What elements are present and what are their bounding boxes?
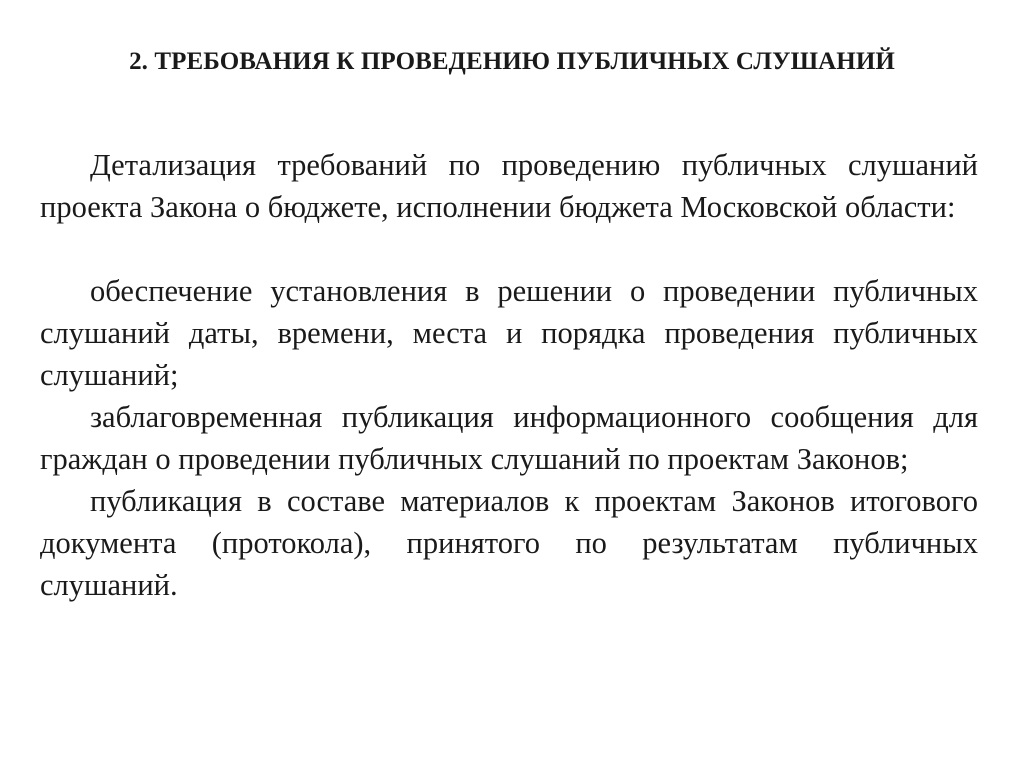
paragraph-gap (40, 228, 978, 270)
slide-title: 2. ТРЕБОВАНИЯ К ПРОВЕДЕНИЮ ПУБЛИЧНЫХ СЛУШАНИЙ (129, 48, 895, 75)
requirement-item-3: публикация в составе материалов к проектам Законов итогового документа (протокола), принятого по результатам публичных слушаний. (40, 484, 978, 602)
requirement-item-2: заблаговременная публикация информационного сообщения для граждан о проведении публичных слушаний по проектам Законов; (40, 400, 978, 476)
requirement-item-1: обеспечение установления в решении о проведении публичных слушаний даты, времени, места и порядка проведения публичных слушаний; (40, 274, 978, 392)
slide-body (40, 144, 978, 606)
intro-paragraph: Детализация требований по проведению публичных слушаний проекта Закона о бюджете, исполнении бюджета Московской области: (40, 148, 978, 224)
